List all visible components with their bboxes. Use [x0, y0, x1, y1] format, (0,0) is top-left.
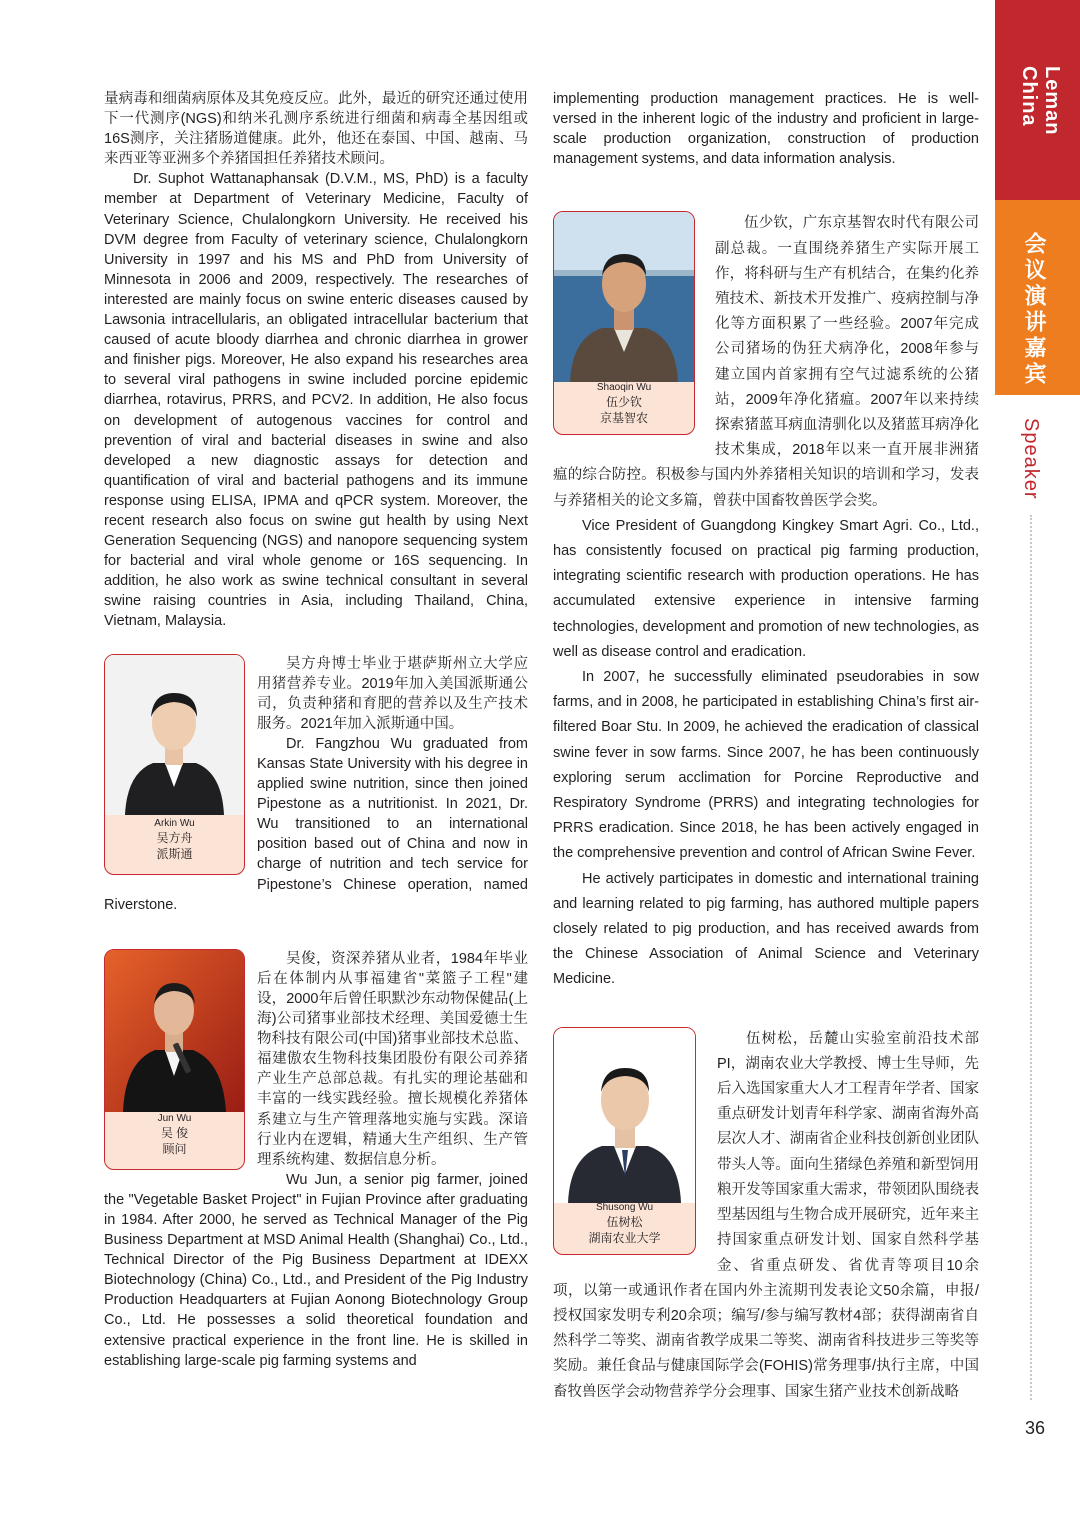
- speaker-card-arkin-wu: [104, 654, 245, 875]
- speaker-name-cn: 伍少钦: [605, 395, 642, 410]
- speaker-name-en: Shusong Wu: [595, 1201, 654, 1213]
- speaker-photo: [105, 655, 244, 815]
- speaker-org: 顾问: [162, 1141, 187, 1156]
- speaker-name-en: Arkin Wu: [154, 817, 195, 829]
- brand-label: Leman China: [1018, 66, 1063, 136]
- speaker-org: 京基智农: [599, 411, 648, 426]
- sidebar-brand-block: [995, 0, 1080, 200]
- sidebar-dotted-line: [1030, 515, 1032, 1400]
- speaker-name-en: Jun Wu: [157, 1112, 192, 1124]
- arkin-bio-cn: 吴方舟博士毕业于堪萨斯州立大学应用猪营养专业。2019年加入美国派斯通公司，负责种猪和育肥的营养以及生产技术服务。2021年加入派斯通中国。: [257, 655, 528, 732]
- junwu-bio-cn: 吴俊，资深养猪从业者，1984年毕业后在体制内从事福建省"菜篮子工程"建设，2000年后曾任职默沙东动物保健品(上海)公司猪事业部技术经理、美国爱德士生物科技有限公司(中国)猪事业部技术总监、福建傲农生物科技集团股份有限公司养猪产业生产总部总裁。有扎实的理论基础和丰富的一线实践经验。擅长规模化养猪体系建立与生产管理落地实施与实践。深谙行业内在逻辑，精通大生产组织、生产管理系统构建、数据信息分析。: [257, 950, 528, 1168]
- speaker-org: 派斯通: [156, 846, 193, 861]
- page-number: 36: [1024, 1418, 1046, 1438]
- speaker-card-jun-wu: [104, 949, 245, 1170]
- speaker-name-en: Shaoqin Wu: [596, 382, 652, 394]
- right-column: [553, 89, 979, 1405]
- sidebar-section-block: [995, 200, 1080, 395]
- arkin-bio-en: Dr. Fangzhou Wu graduated from Kansas State University with his degree in applied swine nutrition, since then joined Pipestone as a nutritionist. In 2021, Dr. Wu transitioned to an international position based out of China and now in charge of nutrition and tech service for Pipestone’s Chinese operation, named Riverstone.: [104, 735, 528, 913]
- suphot-bio-en: Dr. Suphot Wattanaphansak (D.V.M., MS, PhD) is a faculty member at Department of Veterinary Medicine, Faculty of Veterinary Science, Chulalongkorn University. He received his DVM degree from Faculty of veterinary science, Chulalongkorn University in 1997 and his MS and PhD from University of Minnesota in 2006 and 2009, respectively. The researches of interested are mainly focus on swine enteric diseases caused by Lawsonia intracellularis, an obligated intracellular bacterium that caused of acute bloody diarrhea and chronic diarrhea in grower and finisher pigs. Moreover, He also expand his researches area to several viral pathogens in swine included porcine epidemic diarrhea, rotavirus, PRRS, and PCV2. In addition, He also focus on development of autogenous vaccines for control and prevention of viral and bacterial diseases in swine and also developed a new diagnostic assays for detection and quantification of viral and bacterial pathogens and its immune response using ELISA, IPMA and qPCR system. Moreover, the recent research also focus on swine gut health by using Next Generation Sequencing (NGS) and nanopore sequencing system for bacterial and viral whole genome or 16S sequencing. In addition, he also work as swine technical consultant in several swine raising countries in Asia, including Thailand, China, Vietnam, Malaysia.: [104, 171, 528, 630]
- junwu-bio-en-continued: implementing production management practices. He is well-versed in the inherent logic of the industry and proficient in large-scale production organization, construction of production management systems, and data information analysis.: [553, 91, 979, 168]
- speaker-org: 湖南农业大学: [588, 1230, 661, 1245]
- speaker-photo: [554, 212, 694, 382]
- section-label-cn: 会议演讲嘉宾: [1022, 232, 1047, 388]
- left-column: [104, 89, 528, 1371]
- shaoqin-bio-en-2: In 2007, he successfully eliminated pseudorabies in sow farms, and in 2008, he participated in establishing China’s first air-filtered Boar Stu. In 2009, he achieved the eradication of classical swine fever in sow farms. Since 2007, he has been continuously exploring serum acclimation for Porcine Reproductive and Respiratory Syndrome (PRRS) and integrating technologies for PRRS eradication. Since 2018, he has been actively engaged in the comprehensive prevention and control of African Swine Fever.: [553, 669, 979, 862]
- shaoqin-bio-en-1: Vice President of Guangdong Kingkey Smart Agri. Co., Ltd., has consistently focused on practical pig farming production, integrating scientific research with production operations. He has accumulated extensive experience in intensive farming technologies, development and promotion of new technologies, as well as disease control and eradication.: [553, 517, 979, 660]
- speaker-card-shaoqin-wu: [553, 211, 695, 435]
- speaker-photo: [105, 950, 244, 1112]
- shaoqin-bio-cn: 伍少钦，广东京基智农时代有限公司副总裁。一直围绕养猪生产实际开展工作，将科研与生产有机结合，在集约化养殖技术、新技术开发推广、疫病控制与净化等方面积累了一些经验。2007年完成公司猪场的伪狂犬病净化，2008年参与建立国内首家拥有空气过滤系统的公猪站，2009年净化猪瘟。2007年以来持续探索猪蓝耳病血清驯化以及猪蓝耳病净化技术集成，2018年以来一直开展非洲猪瘟的综合防控。积极参与国内外养猪相关知识的培训和学习，发表与养猪相关的论文多篇，曾获中国畜牧兽医学会奖。: [553, 215, 979, 509]
- shaoqin-bio-en-3: He actively participates in domestic and international training and learning related to pig farming, has authored multiple papers closely related to pig production, and has received awards from the Chinese Association of Animal Science and Veterinary Medicine.: [553, 870, 979, 988]
- junwu-bio-en: Wu Jun, a senior pig farmer, joined the "Vegetable Basket Project" in Fujian Province after graduating in 1984. After 2000, he served as Technical Manager of the Pig Business Department at MSD Animal Health (Shanghai) Co., Ltd., Technical Director of the Pig Business Department at IDEXX Biotechnology (China) Co., Ltd., and President of the Pig Industry Production Headquarters at Fujian Aonong Biotechnology Group Co., Ltd. He possesses a solid theoretical foundation and extensive practical experience in the front line. He is skilled in establishing large-scale pig farming systems and: [104, 1171, 528, 1369]
- speaker-name-cn: 吴方舟: [156, 830, 193, 845]
- speaker-photo: [554, 1028, 695, 1203]
- speaker-card-shusong-wu: [553, 1027, 696, 1255]
- shusong-bio-cn: 伍树松，岳麓山实验室前沿技术部PI，湖南农业大学教授、博士生导师，先后入选国家重大人才工程青年学者、国家重点研发计划青年科学家、湖南省海外高层次人才、湖南省企业科技创新创业团队带头人等。面向生猪绿色养殖和新型饲用粮开发等国家重大需求，带领团队围绕表型基因组与生物合成开展研究，近年来主持国家重点研发计划、国家自然科学基金、省重点研发、省优青等项目10余项，以第一或通讯作者在国内外主流期刊发表论文50余篇，申报/授权国家发明专利20余项；编写/参与编写教材4部；获得湖南省自然科学二等奖、湖南省教学成果二等奖、湖南省科技进步三等奖等奖励。兼任食品与健康国际学会(FOHIS)常务理事/执行主席，中国畜牧兽医学会动物营养学分会理事、国家生猪产业技术创新战略: [553, 1030, 979, 1400]
- suphot-bio-cn: 量病毒和细菌病原体及其免疫反应。此外，最近的研究还通过使用下一代测序(NGS)和纳米孔测序系统进行细菌和病毒全基因组或16S测序，关注猪肠道健康。此外，他还在泰国、中国、越南、马来西亚等亚洲多个养猪国担任养猪技术顾问。: [104, 91, 528, 168]
- speaker-name-cn: 吴 俊: [160, 1125, 189, 1140]
- section-label-en: Speaker: [1020, 418, 1042, 500]
- speaker-name-cn: 伍树松: [606, 1214, 643, 1229]
